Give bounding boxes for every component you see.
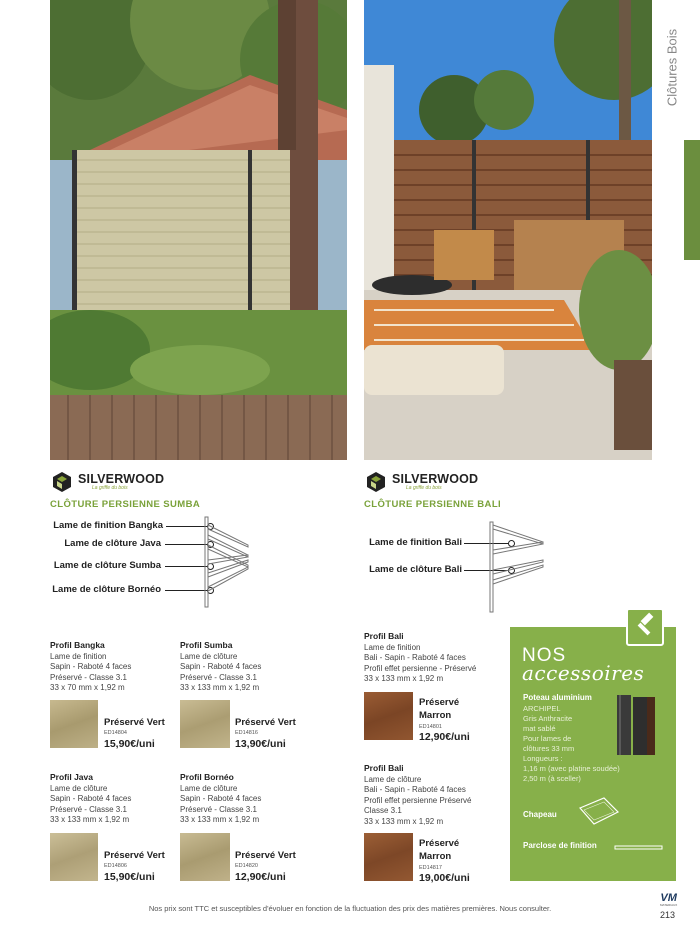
profile-line: 33 x 133 mm x 1,92 m bbox=[50, 815, 130, 824]
silverwood-logo-icon bbox=[52, 472, 72, 492]
profile-bangka bbox=[50, 640, 131, 694]
color-name: Préservé Vert bbox=[235, 850, 296, 861]
vm-logo-sub: MATERIAUX bbox=[660, 903, 678, 907]
profile-line: 33 x 133 mm x 1,92 m bbox=[364, 816, 444, 826]
profile-line: Bali - Sapin - Raboté 4 faces bbox=[364, 785, 466, 794]
poteau-line: 1,16 m (avec platine soudée) bbox=[523, 764, 620, 773]
product-title-bali: CLÔTURE PERSIENNE BALI bbox=[364, 499, 502, 510]
profile-name: Profil Bornéo bbox=[180, 772, 234, 782]
profile-bali-finition bbox=[364, 631, 476, 685]
profile-line: 33 x 70 mm x 1,92 m bbox=[50, 683, 125, 692]
poteau-line: ARCHIPEL bbox=[523, 704, 561, 713]
price: 12,90€/uni bbox=[235, 871, 286, 883]
profile-line: 33 x 133 mm x 1,92 m bbox=[180, 815, 260, 824]
product-ref: ED14816 bbox=[235, 730, 258, 736]
profile-line: Lame de clôture bbox=[364, 774, 422, 784]
poteau-line: Gris Anthracite bbox=[523, 714, 573, 723]
accessory-parclose: Parclose de finition bbox=[523, 841, 597, 850]
profile-name: Profil Bali bbox=[364, 631, 404, 641]
profile-line: Sapin - Raboté 4 faces bbox=[50, 662, 132, 671]
poteau-line: clôtures 33 mm bbox=[523, 744, 575, 753]
profile-line: Préservé - Classe 3.1 bbox=[50, 672, 127, 682]
photo-sumba-fence bbox=[50, 0, 347, 460]
brand-tagline: La griffe du bois bbox=[92, 485, 128, 491]
price: 13,90€/uni bbox=[235, 738, 286, 750]
profile-line: Lame de clôture bbox=[180, 783, 238, 793]
profile-name: Profil Bali bbox=[364, 763, 404, 773]
price: 12,90€/uni bbox=[419, 731, 470, 743]
wood-swatch-brown bbox=[364, 833, 413, 881]
silverwood-logo-icon bbox=[366, 472, 386, 492]
profile-line: Profil effet persienne - Préservé bbox=[364, 663, 477, 673]
brand-name: SILVERWOOD bbox=[392, 472, 479, 486]
aluminium-post-image bbox=[613, 693, 663, 758]
hammer-icon bbox=[626, 608, 664, 646]
profile-line: Lame de finition bbox=[50, 651, 107, 661]
color-name: Préservé Vert bbox=[104, 717, 165, 728]
product-ref: ED14801 bbox=[419, 724, 442, 730]
color-name-2: Marron bbox=[419, 710, 452, 721]
poteau-line: 2,50 m (à sceller) bbox=[523, 774, 581, 783]
profile-line: Sapin - Raboté 4 faces bbox=[180, 662, 262, 671]
profile-line: Classe 3.1 bbox=[364, 806, 402, 815]
profile-java bbox=[50, 772, 131, 826]
profile-sumba bbox=[180, 640, 261, 694]
wood-swatch-green bbox=[50, 833, 98, 881]
wood-swatch-brown bbox=[364, 692, 413, 740]
product-ref: ED14806 bbox=[104, 863, 127, 869]
profile-line: Profil effet persienne Préservé bbox=[364, 795, 472, 805]
section-color-tab bbox=[684, 140, 700, 260]
sumba-profile-drawing bbox=[203, 515, 253, 610]
profile-line: Bali - Sapin - Raboté 4 faces bbox=[364, 653, 466, 662]
parclose-image bbox=[614, 844, 664, 852]
brand-name: SILVERWOOD bbox=[78, 472, 165, 486]
profile-line: Sapin - Raboté 4 faces bbox=[180, 794, 262, 803]
diagram-label-bali-cloture: Lame de clôture Bali bbox=[369, 564, 462, 575]
color-name: Préservé Vert bbox=[104, 850, 165, 861]
vm-logo bbox=[660, 893, 677, 907]
wood-swatch-green bbox=[180, 833, 230, 881]
profile-bali-cloture bbox=[364, 763, 471, 827]
poteau-line: mat sablé bbox=[523, 724, 556, 733]
diagram-label-sumba: Lame de clôture Sumba bbox=[53, 560, 161, 571]
accessory-poteau-desc bbox=[523, 704, 620, 784]
product-ref: ED14820 bbox=[235, 863, 258, 869]
accessories-nos: NOS bbox=[522, 645, 567, 666]
profile-line: Sapin - Raboté 4 faces bbox=[50, 794, 132, 803]
footer-price-note: Nos prix sont TTC et susceptibles d'évoluer en fonction de la fluctuation des prix des matières premières. Nous consulter. bbox=[148, 904, 552, 913]
brand-silverwood-right bbox=[366, 472, 478, 492]
profile-borneo bbox=[180, 772, 261, 826]
profile-name: Profil Java bbox=[50, 772, 93, 782]
color-name: Préservé Vert bbox=[235, 717, 296, 728]
chapeau-image bbox=[576, 796, 620, 828]
price: 15,90€/uni bbox=[104, 871, 155, 883]
profile-line: Préservé - Classe 3.1 bbox=[50, 804, 127, 814]
photo-bali-fence bbox=[364, 0, 652, 460]
poteau-line: Pour lames de bbox=[523, 734, 572, 743]
profile-name: Profil Bangka bbox=[50, 640, 105, 650]
profile-line: 33 x 133 mm x 1,92 m bbox=[180, 683, 260, 692]
diagram-label-bangka: Lame de finition Bangka bbox=[53, 520, 163, 531]
price: 15,90€/uni bbox=[104, 738, 155, 750]
color-name-2: Marron bbox=[419, 851, 452, 862]
product-ref: ED14817 bbox=[419, 865, 442, 871]
vm-logo-text: VM bbox=[660, 892, 677, 904]
page-number: 213 bbox=[660, 910, 676, 920]
accessories-title: accessoires bbox=[522, 661, 645, 685]
price: 19,00€/uni bbox=[419, 872, 470, 884]
profile-line: Lame de clôture bbox=[50, 783, 108, 793]
poteau-line: Longueurs : bbox=[523, 754, 563, 763]
brand-silverwood-left bbox=[52, 472, 164, 492]
color-name-1: Préservé bbox=[419, 697, 460, 708]
product-ref: ED14804 bbox=[104, 730, 127, 736]
profile-line: Préservé - Classe 3.1 bbox=[180, 804, 257, 814]
diagram-label-java: Lame de clôture Java bbox=[64, 538, 161, 549]
accessory-chapeau: Chapeau bbox=[523, 810, 557, 819]
diagram-label-bali-finition: Lame de finition Bali bbox=[369, 537, 462, 548]
color-name-1: Préservé bbox=[419, 838, 460, 849]
wood-swatch-green bbox=[50, 700, 98, 748]
profile-name: Profil Sumba bbox=[180, 640, 233, 650]
wood-swatch-green bbox=[180, 700, 230, 748]
product-title-sumba: CLÔTURE PERSIENNE SUMBA bbox=[50, 499, 201, 510]
profile-line: 33 x 133 mm x 1,92 m bbox=[364, 674, 444, 683]
profile-line: Lame de clôture bbox=[180, 651, 238, 661]
diagram-label-borneo: Lame de clôture Bornéo bbox=[52, 584, 161, 595]
accessory-poteau-title: Poteau aluminium bbox=[523, 693, 592, 702]
section-side-label: Clôtures Bois bbox=[664, 28, 680, 107]
profile-line: Préservé - Classe 3.1 bbox=[180, 672, 257, 682]
bali-profile-drawing bbox=[488, 520, 548, 615]
brand-tagline: La griffe du bois bbox=[406, 485, 442, 491]
profile-line: Lame de finition bbox=[364, 642, 421, 652]
